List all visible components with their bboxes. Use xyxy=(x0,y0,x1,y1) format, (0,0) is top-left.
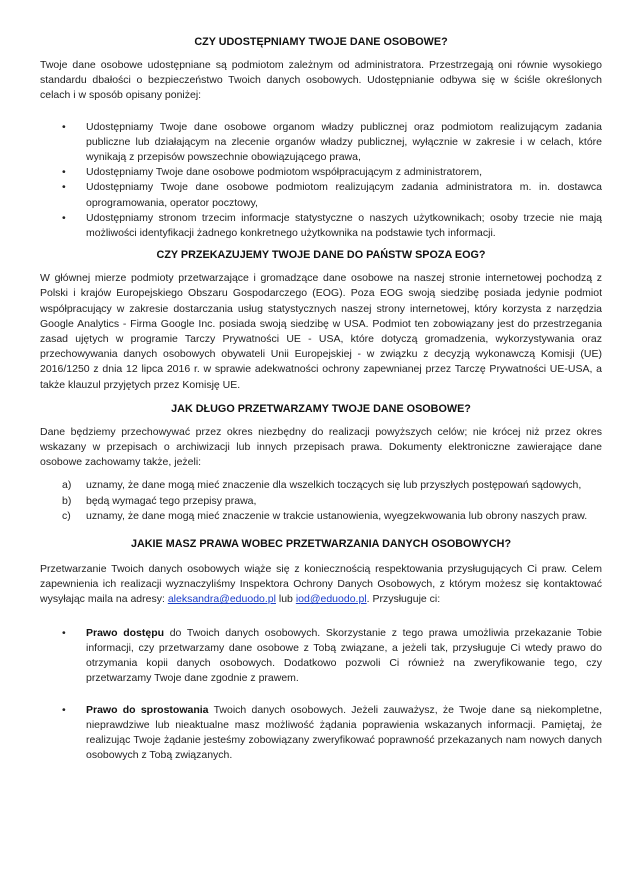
section-heading-sharing: CZY UDOSTĘPNIAMY TWOJE DANE OSOBOWE? xyxy=(194,36,448,48)
rights-list xyxy=(40,626,602,764)
list-item: • Udostępniamy Twoje dane osobowe podmiotom współpracującym z administratorem, xyxy=(40,165,602,180)
list-item: • Prawo do sprostowania Twoich danych osobowych. Jeżeli zauważysz, że Twoje dane są niekompletne, nieprawdziwe lub nieaktualne masz możliwość żądania poprawienia wskazanych informacji. Pamiętaj, że realizując Twoje żądanie jesteśmy zobowiązany zweryfikować poprawność przekazanych nam nowych danych osobowych z Tobą związanych. xyxy=(62,703,603,762)
bullet-icon: • xyxy=(62,703,66,716)
rights-intro: Przetwarzanie Twoich danych osobowych wiąże się z koniecznością respektowania przysługujących Ci praw. Celem zapewnienia ich realizacji wyznaczyliśmy Inspektora Ochrony Danych Osobowych, z którym możesz się kontaktować wysyłając maila na adresy: aleksandra@eduodo.pl lub iod@eduodo.pl. Przysługuje ci: xyxy=(40,563,602,606)
bullet-icon: • xyxy=(62,626,66,639)
bullet-icon: • xyxy=(62,211,66,224)
retention-list xyxy=(40,478,602,524)
section-heading-transfer: CZY PRZEKAZUJEMY TWOJE DANE DO PAŃSTW SPOZA EOG? xyxy=(156,249,486,262)
sharing-intro: Twoje dane osobowe udostępniane są podmiotom zależnym od administratora. Przestrzegają oni równie wysokiego standardu dbałości o bezpieczeństwo Twoich danych osobowych. Udostępnianie odbywa się w ściśle określonych celach i w sposób opisany poniżej: xyxy=(40,59,602,102)
transfer-body: W głównej mierze podmioty przetwarzające i gromadzące dane osobowe na naszej stronie internetowej pochodzą z Polski i krajów Europejskiego Obszaru Gospodarczego (EOG). Poza EOG swoją siedzibę posiada jedynie podmiot współpracujący w zakresie dostarczania usług statystycznych naszej strony internetowej, który korzysta z narzędzia Google Analytics - Firma Google Inc. posiada swoją siedzibę w USA. Podmiot ten zobowiązany jest do przestrzegania zasad ujętych w programie Tarczy Prywatności UE - USA, które dotyczą gromadzenia, wykorzystywania oraz przechowywania danych osobowych obywateli Unii Europejskiej - w związku z decyzją wykonawczą Komisji (UE) 2016/1250 z dnia 12 lipca 2016 r. w sprawie adekwatności ochrony zapewnianej przez Tarczę Prywatności UE-USA, a także klauzul przyjętych przez Komisję UE. xyxy=(40,272,602,391)
list-item: • Udostępniamy Twoje dane osobowe podmiotom realizującym zadania administratora m. in. dostawca oprogramowania, operator pocztowy, xyxy=(62,181,602,209)
email-link-aleksandra[interactable]: aleksandra@eduodo.pl xyxy=(167,593,276,606)
right-title: Prawo dostępu xyxy=(86,626,165,639)
list-item: b) będą wymagać tego przepisy prawa, xyxy=(40,494,602,509)
list-marker: b) xyxy=(62,494,72,507)
list-item: • Udostępniamy stronom trzecim informacje statystyczne o naszych użytkownikach; osoby trzecie nie mają możliwości identyfikacji żadnego konkretnego użytkownika na podstawie tych informacji. xyxy=(62,211,602,240)
bullet-icon: • xyxy=(62,181,66,194)
sharing-list xyxy=(40,120,602,242)
list-item: • Udostępniamy Twoje dane osobowe organom władzy publicznej oraz podmiotom realizującym zadania publiczne lub działającym na zlecenie organów władzy publicznej, wyłącznie w zakresie i w celach, które wynikają z przepisów powszechnie obowiązującego prawa, xyxy=(62,120,602,164)
email-link-iod[interactable]: iod@eduodo.pl xyxy=(295,593,367,606)
list-item: a) uznamy, że dane mogą mieć znaczenie dla wszelkich toczących się lub przyszłych postępowań sądowych, xyxy=(40,478,602,493)
bullet-icon: • xyxy=(62,166,66,179)
list-item: • Prawo dostępu do Twoich danych osobowych. Skorzystanie z tego prawa umożliwia przekazanie Tobie informacji, czy przetwarzamy dane osobowe z Tobą związane, a jeżeli tak, przysługuje Ci wtedy prawo do otrzymania kopii danych osobowych. Dodatkowo pozwoli Ci również na zweryfikowanie tego, czy przetwarzamy Twoje dane zgodnie z prawem. xyxy=(62,626,602,685)
retention-body: Dane będziemy przechowywać przez okres niezbędny do realizacji powyższych celów; nie krócej niż przez okres wskazany w przepisach o archiwizacji lub innych przepisach prawa. Dokumenty elektroniczne zawierające dane osobowe zachowamy także, jeżeli: xyxy=(40,425,602,469)
list-marker: a) xyxy=(62,479,72,492)
section-heading-rights: JAKIE MASZ PRAWA WOBEC PRZETWARZANIA DANYCH OSOBOWYCH? xyxy=(130,538,512,551)
right-title: Prawo do sprostowania xyxy=(86,703,209,716)
bullet-icon: • xyxy=(62,120,66,133)
list-marker: c) xyxy=(62,509,71,522)
section-heading-retention: JAK DŁUGO PRZETWARZAMY TWOJE DANE OSOBOWE? xyxy=(171,402,471,415)
list-item: c) uznamy, że dane mogą mieć znaczenie w trakcie ustanowienia, wyegzekwowania lub obrony naszych praw. xyxy=(40,509,602,524)
